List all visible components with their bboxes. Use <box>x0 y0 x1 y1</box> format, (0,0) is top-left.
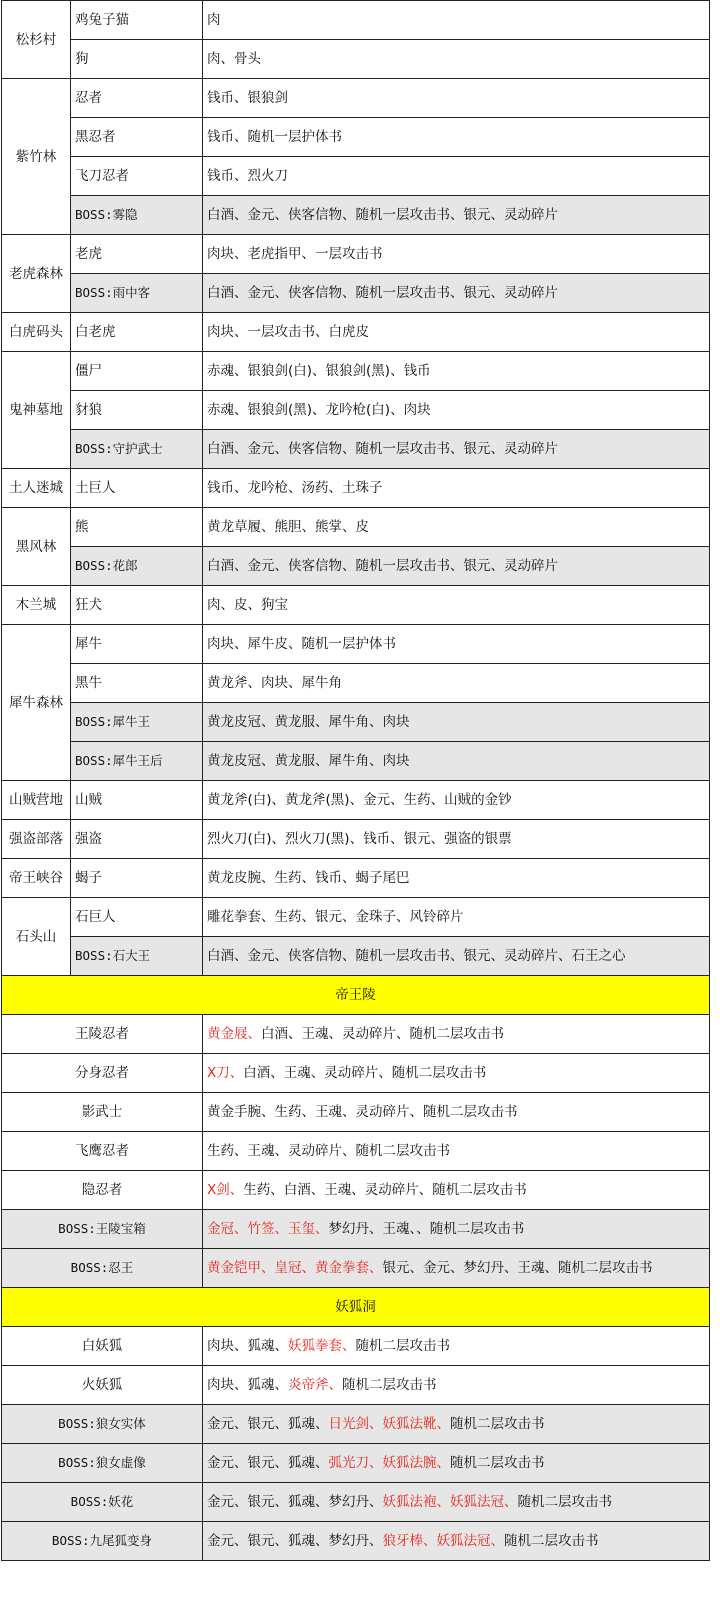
drop-text: 金元、银元、狐魂、 <box>207 1455 329 1471</box>
monster-cell: BOSS:犀牛王后 <box>71 742 203 781</box>
drops-cell <box>203 313 710 352</box>
monster-cell: BOSS:石大王 <box>71 937 203 976</box>
boss-row <box>2 430 710 469</box>
monster-cell: 黑牛 <box>71 664 203 703</box>
drops-cell <box>203 235 710 274</box>
drops-cell <box>203 1522 710 1561</box>
location-cell: 山贼营地 <box>2 781 71 820</box>
location-cell: 白虎码头 <box>2 313 71 352</box>
drops-cell <box>203 157 710 196</box>
drop-text: 白酒、王魂、灵动碎片、随机二层攻击书 <box>261 1026 504 1042</box>
drops-cell <box>203 1054 710 1093</box>
drops-cell <box>203 547 710 586</box>
monster-cell: BOSS:九尾狐变身 <box>2 1522 203 1561</box>
drop-text: 赤魂、银狼剑(黑)、龙吟枪(白)、肉块 <box>207 402 431 418</box>
drop-text: 钱币、银狼剑 <box>207 90 288 106</box>
location-cell: 木兰城 <box>2 586 71 625</box>
monster-cell: 山贼 <box>71 781 203 820</box>
drop-text: 黄龙皮腕、生药、钱币、蝎子尾巴 <box>207 870 410 886</box>
table-row <box>2 118 710 157</box>
boss-row <box>2 742 710 781</box>
monster-cell: 鸡兔子猫 <box>71 1 203 40</box>
drops-cell <box>203 937 710 976</box>
table-row <box>2 586 710 625</box>
drop-text: 肉块、狐魂、 <box>207 1338 288 1354</box>
monster-cell: 黑忍者 <box>71 118 203 157</box>
drops-cell <box>203 1171 710 1210</box>
table-row <box>2 898 710 937</box>
drop-text: 金元、银元、狐魂、 <box>207 1416 329 1432</box>
drop-text: 钱币、龙吟枪、汤药、土珠子 <box>207 480 383 496</box>
boss-row <box>2 1522 710 1561</box>
drop-text: 肉块、犀牛皮、随机一层护体书 <box>207 636 396 652</box>
monster-cell: 犀牛 <box>71 625 203 664</box>
boss-row <box>2 196 710 235</box>
location-cell: 石头山 <box>2 898 71 976</box>
table-row <box>2 469 710 508</box>
section-title: 妖狐洞 <box>2 1288 710 1327</box>
monster-cell: BOSS:犀牛王 <box>71 703 203 742</box>
drops-cell <box>203 352 710 391</box>
drop-text: 黄金手腕、生药、王魂、灵动碎片、随机二层攻击书 <box>207 1104 518 1120</box>
section-header-row <box>2 976 710 1015</box>
drops-cell <box>203 625 710 664</box>
drop-text: 肉、骨头 <box>207 51 261 67</box>
drop-text: 梦幻丹、王魂、、随机二层攻击书 <box>328 1221 525 1237</box>
drop-text: 白酒、王魂、灵动碎片、随机二层攻击书 <box>243 1065 487 1081</box>
drop-text: 生药、白酒、王魂、灵动碎片、随机二层攻击书 <box>243 1182 527 1198</box>
drops-cell <box>203 703 710 742</box>
monster-cell: 分身忍者 <box>2 1054 203 1093</box>
drops-cell <box>203 469 710 508</box>
monster-cell: 狂犬 <box>71 586 203 625</box>
drop-text: 白酒、金元、侠客信物、随机一层攻击书、银元、灵动碎片 <box>207 441 558 457</box>
rare-drop-text: 妖狐拳套、 <box>288 1338 356 1354</box>
table-row <box>2 40 710 79</box>
boss-row <box>2 937 710 976</box>
drop-text: 白酒、金元、侠客信物、随机一层攻击书、银元、灵动碎片 <box>207 558 558 574</box>
drop-table-sheet <box>1 0 709 1561</box>
rare-drop-text: 金冠、竹签、玉玺、 <box>207 1221 329 1237</box>
table-row <box>2 1093 710 1132</box>
table-row <box>2 1366 710 1405</box>
section-header-row <box>2 1288 710 1327</box>
table-row <box>2 157 710 196</box>
monster-cell: 王陵忍者 <box>2 1015 203 1054</box>
location-cell: 紫竹林 <box>2 79 71 235</box>
drops-cell <box>203 1132 710 1171</box>
monster-cell: 隐忍者 <box>2 1171 203 1210</box>
rare-drop-text: X刀、 <box>207 1065 244 1081</box>
drops-cell <box>203 1093 710 1132</box>
drop-text: 雕花拳套、生药、银元、金珠子、风铃碎片 <box>207 909 464 925</box>
table-row <box>2 352 710 391</box>
location-cell: 黑风林 <box>2 508 71 586</box>
drops-cell <box>203 274 710 313</box>
table-row <box>2 1054 710 1093</box>
drops-cell <box>203 898 710 937</box>
drop-table-body <box>2 1 710 1561</box>
drops-cell <box>203 1366 710 1405</box>
table-row <box>2 79 710 118</box>
monster-cell: BOSS:狼女虚像 <box>2 1444 203 1483</box>
drop-text: 白酒、金元、侠客信物、随机一层攻击书、银元、灵动碎片、石王之心 <box>207 948 626 964</box>
rare-drop-text: 狼牙棒、妖狐法冠、 <box>382 1533 504 1549</box>
boss-row <box>2 1249 710 1288</box>
drop-text: 黄龙草履、熊胆、熊掌、皮 <box>207 519 369 535</box>
location-cell: 帝王峡谷 <box>2 859 71 898</box>
drops-cell <box>203 859 710 898</box>
monster-cell: 僵尸 <box>71 352 203 391</box>
drops-cell <box>203 586 710 625</box>
drop-text: 黄龙斧、肉块、犀牛角 <box>207 675 342 691</box>
drops-cell <box>203 1249 710 1288</box>
monster-cell: 火妖狐 <box>2 1366 203 1405</box>
table-row <box>2 508 710 547</box>
drop-text: 随机二层攻击书 <box>517 1494 612 1510</box>
monster-cell: 忍者 <box>71 79 203 118</box>
drop-text: 金元、银元、狐魂、梦幻丹、 <box>207 1533 383 1549</box>
drops-cell <box>203 820 710 859</box>
boss-row <box>2 1210 710 1249</box>
location-cell: 老虎森林 <box>2 235 71 313</box>
drop-text: 生药、王魂、灵动碎片、随机二层攻击书 <box>207 1143 450 1159</box>
boss-row <box>2 1405 710 1444</box>
drop-text: 随机二层攻击书 <box>450 1416 545 1432</box>
section-title: 帝王陵 <box>2 976 710 1015</box>
table-row <box>2 820 710 859</box>
table-row <box>2 313 710 352</box>
drops-cell <box>203 430 710 469</box>
drop-text: 钱币、随机一层护体书 <box>207 129 342 145</box>
monster-cell: 石巨人 <box>71 898 203 937</box>
drops-cell <box>203 508 710 547</box>
drops-cell <box>203 196 710 235</box>
drops-cell <box>203 781 710 820</box>
rare-drop-text: 日光剑、妖狐法靴、 <box>328 1416 450 1432</box>
drop-text: 肉块、一层攻击书、白虎皮 <box>207 324 369 340</box>
monster-cell: BOSS:狼女实体 <box>2 1405 203 1444</box>
drops-cell <box>203 1015 710 1054</box>
monster-cell: 白老虎 <box>71 313 203 352</box>
table-row <box>2 1327 710 1366</box>
drop-text: 钱币、烈火刀 <box>207 168 288 184</box>
monster-cell: BOSS:忍王 <box>2 1249 203 1288</box>
drop-table <box>1 0 710 1561</box>
rare-drop-text: 弧光刀、妖狐法腕、 <box>328 1455 450 1471</box>
monster-cell: 土巨人 <box>71 469 203 508</box>
drop-text: 黄龙皮冠、黄龙服、犀牛角、肉块 <box>207 753 410 769</box>
boss-row <box>2 1483 710 1522</box>
table-row <box>2 859 710 898</box>
boss-row <box>2 547 710 586</box>
table-row <box>2 625 710 664</box>
drop-text: 肉块、老虎指甲、一层攻击书 <box>207 246 383 262</box>
rare-drop-text: 黄金屐、 <box>207 1026 261 1042</box>
drops-cell <box>203 1 710 40</box>
table-row <box>2 235 710 274</box>
monster-cell: BOSS:雾隐 <box>71 196 203 235</box>
drops-cell <box>203 1444 710 1483</box>
drops-cell <box>203 664 710 703</box>
table-row <box>2 1171 710 1210</box>
rare-drop-text: 黄金铠甲、皇冠、黄金拳套、 <box>207 1260 383 1276</box>
drop-text: 肉 <box>207 12 221 28</box>
table-row <box>2 391 710 430</box>
drops-cell <box>203 79 710 118</box>
monster-cell: BOSS:花郎 <box>71 547 203 586</box>
rare-drop-text: 妖狐法袍、妖狐法冠、 <box>382 1494 518 1510</box>
monster-cell: 飞刀忍者 <box>71 157 203 196</box>
drops-cell <box>203 1483 710 1522</box>
drop-text: 白酒、金元、侠客信物、随机一层攻击书、银元、灵动碎片 <box>207 285 558 301</box>
boss-row <box>2 703 710 742</box>
drops-cell <box>203 742 710 781</box>
drop-text: 随机二层攻击书 <box>342 1377 437 1393</box>
table-row <box>2 1132 710 1171</box>
boss-row <box>2 274 710 313</box>
location-cell: 松杉村 <box>2 1 71 79</box>
location-cell: 鬼神墓地 <box>2 352 71 469</box>
monster-cell: BOSS:王陵宝箱 <box>2 1210 203 1249</box>
location-cell: 强盗部落 <box>2 820 71 859</box>
drops-cell <box>203 118 710 157</box>
monster-cell: 狗 <box>71 40 203 79</box>
drop-text: 银元、金元、梦幻丹、王魂、随机二层攻击书 <box>382 1260 653 1276</box>
drops-cell <box>203 40 710 79</box>
table-row <box>2 781 710 820</box>
boss-row <box>2 1444 710 1483</box>
monster-cell: 飞鹰忍者 <box>2 1132 203 1171</box>
drop-text: 黄龙斧(白)、黄龙斧(黑)、金元、生药、山贼的金钞 <box>207 792 512 808</box>
location-cell: 犀牛森林 <box>2 625 71 781</box>
monster-cell: 老虎 <box>71 235 203 274</box>
drops-cell <box>203 391 710 430</box>
rare-drop-text: 炎帝斧、 <box>288 1377 342 1393</box>
drop-text: 肉、皮、狗宝 <box>207 597 288 613</box>
monster-cell: BOSS:守护武士 <box>71 430 203 469</box>
monster-cell: BOSS:妖花 <box>2 1483 203 1522</box>
drop-text: 烈火刀(白)、烈火刀(黑)、钱币、银元、强盗的银票 <box>207 831 512 847</box>
monster-cell: 白妖狐 <box>2 1327 203 1366</box>
drop-text: 赤魂、银狼剑(白)、银狼剑(黑)、钱币 <box>207 363 431 379</box>
monster-cell: 强盗 <box>71 820 203 859</box>
monster-cell: 蝎子 <box>71 859 203 898</box>
drop-text: 白酒、金元、侠客信物、随机一层攻击书、银元、灵动碎片 <box>207 207 558 223</box>
table-row <box>2 1 710 40</box>
monster-cell: 影武士 <box>2 1093 203 1132</box>
monster-cell: 熊 <box>71 508 203 547</box>
drop-text: 随机二层攻击书 <box>355 1338 450 1354</box>
drop-text: 随机二层攻击书 <box>450 1455 545 1471</box>
drops-cell <box>203 1210 710 1249</box>
drop-text: 黄龙皮冠、黄龙服、犀牛角、肉块 <box>207 714 410 730</box>
drops-cell <box>203 1405 710 1444</box>
location-cell: 土人迷城 <box>2 469 71 508</box>
drop-text: 金元、银元、狐魂、梦幻丹、 <box>207 1494 383 1510</box>
table-row <box>2 664 710 703</box>
monster-cell: BOSS:雨中客 <box>71 274 203 313</box>
drop-text: 随机二层攻击书 <box>504 1533 599 1549</box>
rare-drop-text: X剑、 <box>207 1182 244 1198</box>
monster-cell: 豺狼 <box>71 391 203 430</box>
drop-text: 肉块、狐魂、 <box>207 1377 288 1393</box>
drops-cell <box>203 1327 710 1366</box>
table-row <box>2 1015 710 1054</box>
